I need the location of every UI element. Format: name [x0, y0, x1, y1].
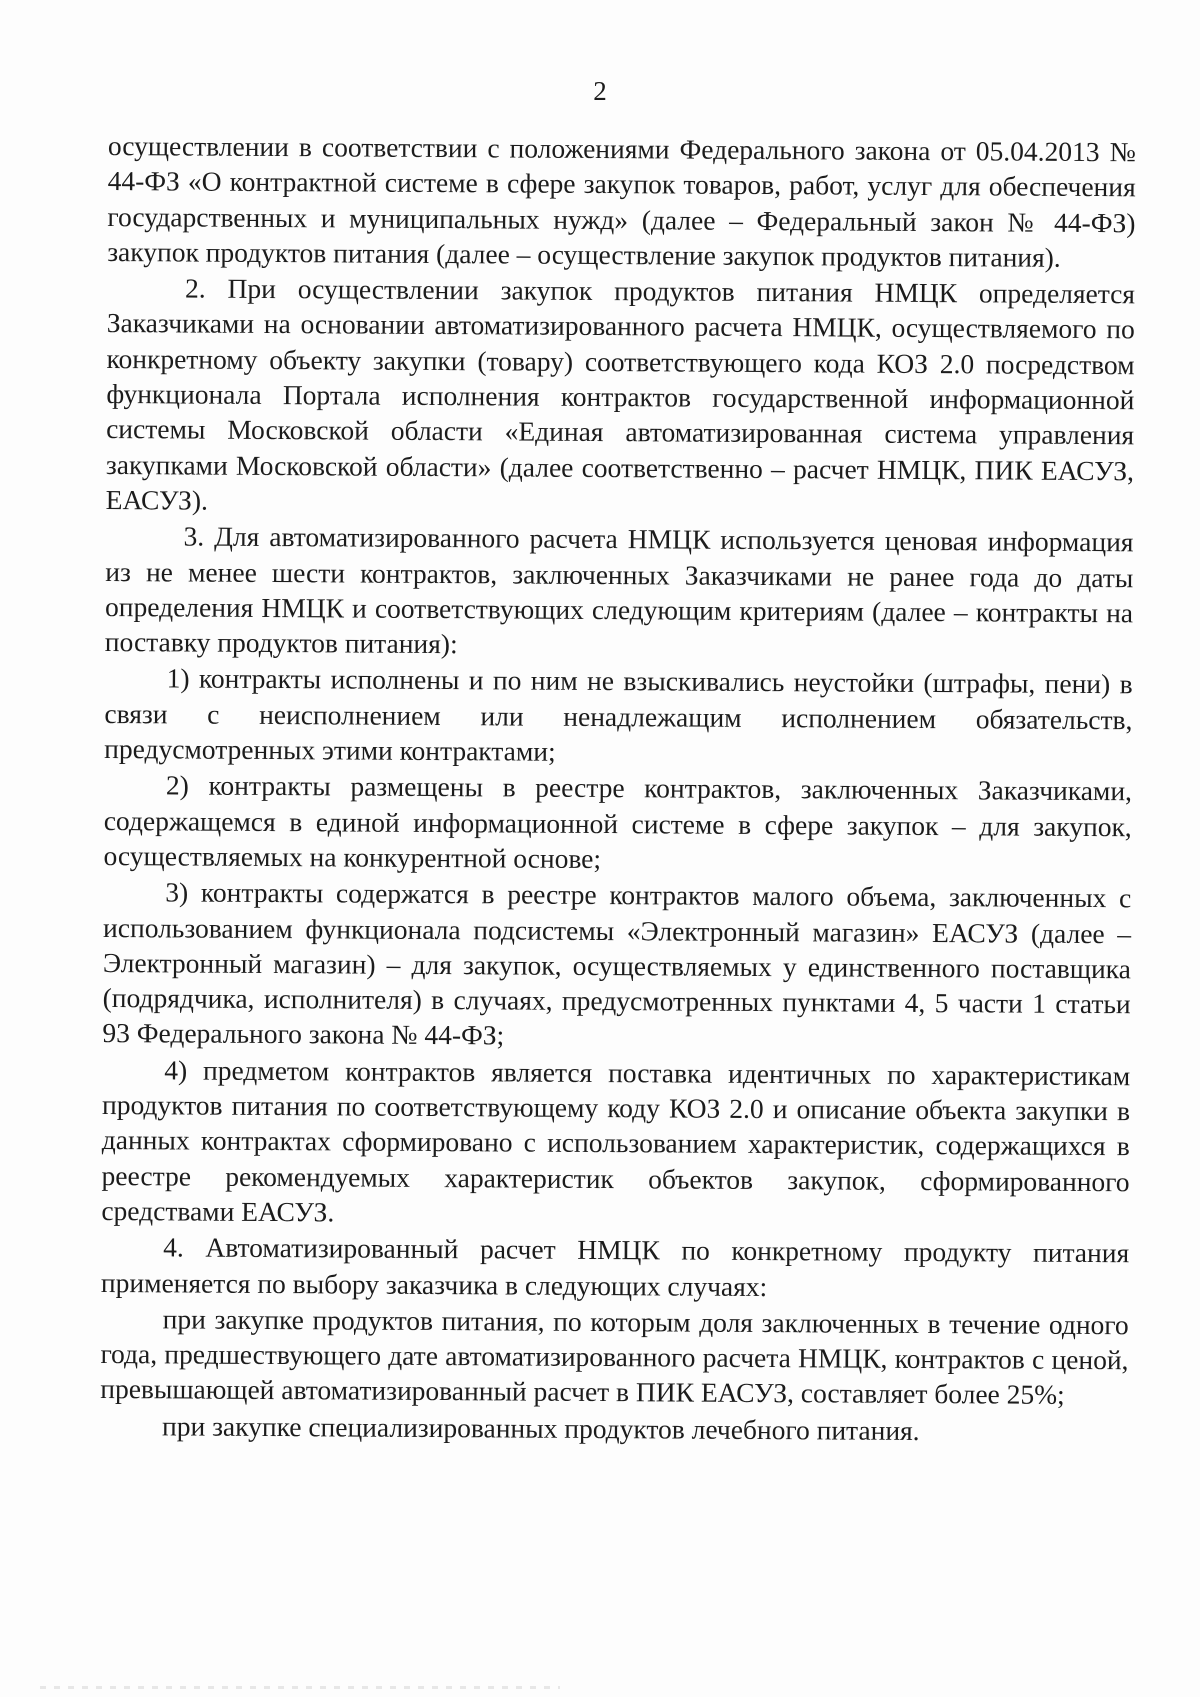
subitem-4: 4) предметом контрактов является поставка идентичных по характеристикам продуктов питания по соответствующему коду КОЗ 2.0 и описание объекта закупки в данных контрактах сформировано с использованием характеристик, содержащихся в реестре рекомендуемых характеристик объектов закупок, сформированного средствами ЕАСУЗ. — [101, 1054, 1131, 1228]
document-body — [100, 128, 1136, 1450]
scan-artifact — [40, 1686, 560, 1689]
subitem-1: 1) контракты исполнены и по ним не взыскивались неустойки (штрафы, пени) в связи с неисполнением или ненадлежащим исполнением обязательств, предусмотренных этими контрактами; — [104, 662, 1133, 767]
subitem-2: 2) контракты размещены в реестре контрактов, заключенных Заказчиками, содержащемся в единой информационной системе в сфере закупок – для закупок, осуществляемых на конкурентной основе; — [103, 769, 1133, 874]
subitem-3: 3) контракты содержатся в реестре контрактов малого объема, заключенных с использованием функционала подсистемы «Электронный магазин» ЕАСУЗ (далее – Электронный магазин) – для закупок, осуществляемых у единственного поставщика (подрядчика, исполнителя) в случаях, предусмотренных пунктами 4, 5 части 1 статьи 93 Федерального закона № 44-ФЗ; — [102, 876, 1132, 1051]
paragraph-item-2: 2. При осуществлении закупок продуктов питания НМЦК определяется Заказчиками на основании автоматизированного расчета НМЦК, осуществляемого по конкретному объекту закупки (товару) соответствующего кода КОЗ 2.0 посредством функционала Портала исполнения контрактов государственной информационной системы Московской области «Единая автоматизированная система управления закупками Московской области» (далее соответственно – расчет НМЦК, ПИК ЕАСУЗ, ЕАСУЗ). — [105, 272, 1136, 516]
paragraph-item-4: 4. Автоматизированный расчет НМЦК по конкретному продукту питания применяется по выбору заказчика в следующих случаях: — [100, 1231, 1130, 1302]
paragraph-continuation: осуществлении в соответствии с положениями Федерального закона от 05.04.2013 № 44-ФЗ «О контрактной системе в сфере закупок товаров, работ, услуг для обеспечения государственных и муниципальных нужд» (далее – Федеральный закон № 44-ФЗ) закупок продуктов питания (далее – осуществление закупок продуктов питания). — [107, 129, 1136, 273]
case-high-price-share: при закупке продуктов питания, по которым доля заключенных в течение одного года, предшествующего дате автоматизированного расчета НМЦК, контрактов с ценой, превышающей автоматизированный расчет в ПИК ЕАСУЗ, составляет более 25%; — [100, 1303, 1129, 1411]
case-medical-nutrition: при закупке специализированных продуктов лечебного питания. — [161, 1410, 920, 1446]
page-number: 2 — [593, 76, 607, 106]
paragraph-item-3: 3. Для автоматизированного расчета НМЦК используется ценовая информация из не менее шести контрактов, заключенных Заказчиками не ранее года до даты определения НМЦК и соответствующих следующим критериям (далее – контракты на поставку продуктов питания): — [104, 520, 1134, 660]
